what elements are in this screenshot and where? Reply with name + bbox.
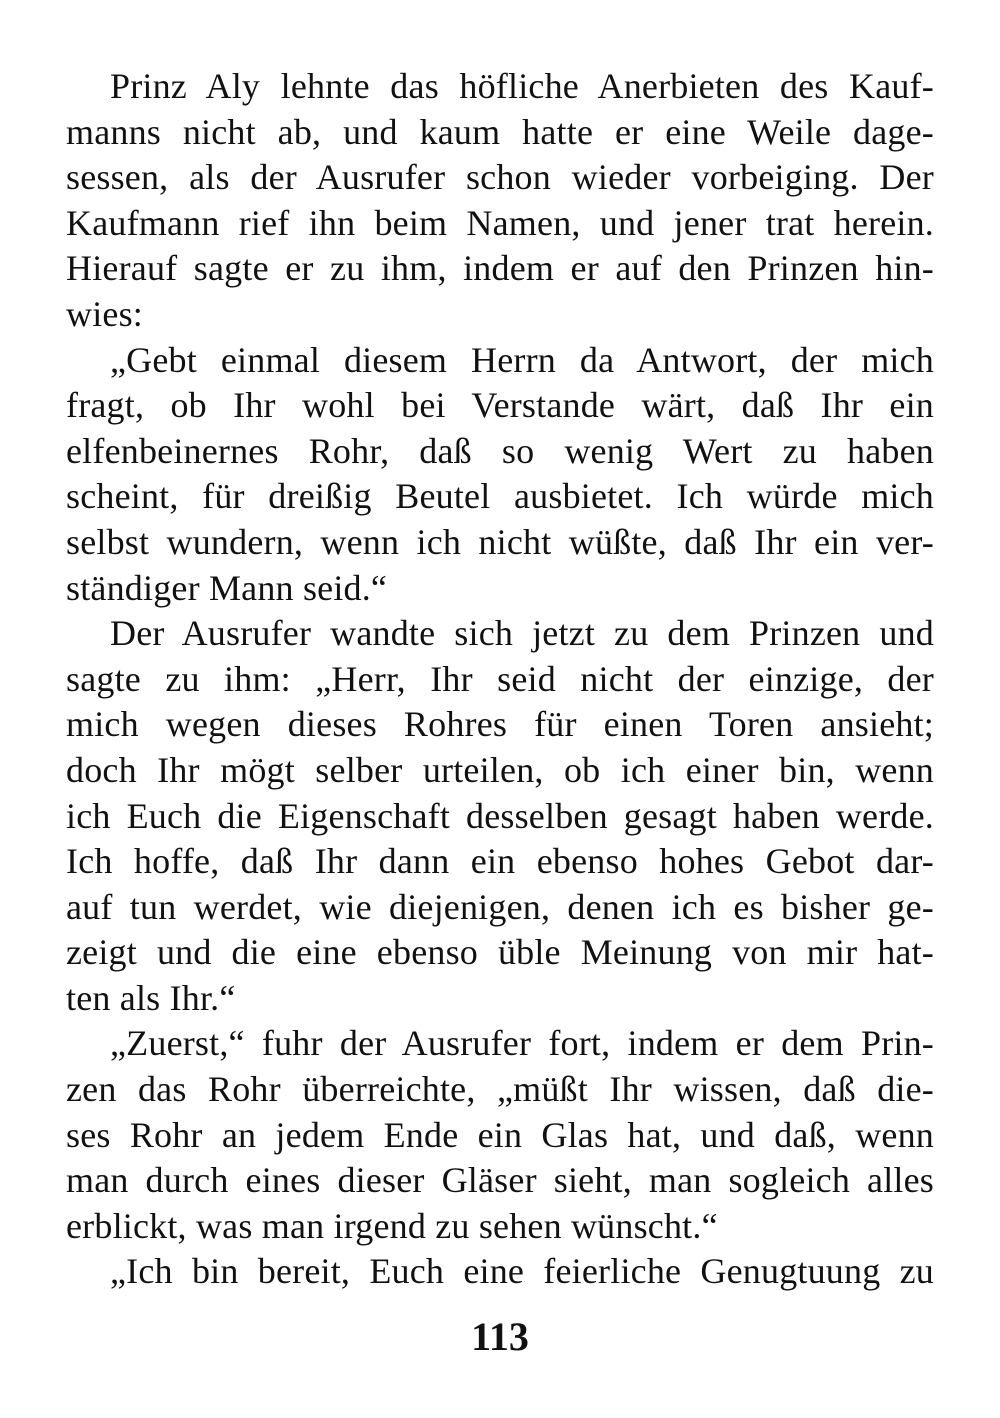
text-line: mich wegen dieses Rohres für einen Toren ansieht; bbox=[66, 704, 934, 745]
text-line: wies: bbox=[66, 293, 143, 334]
text-line: Kaufmann rief ihn beim Namen, und jener trat herein. bbox=[66, 202, 934, 243]
text-line: „Ich bin bereit, Euch eine feierliche Genugtuung zu bbox=[110, 1251, 934, 1292]
text-line: Hierauf sagte er zu ihm, indem er auf den Prinzen hin- bbox=[66, 248, 934, 289]
text-line: Der Ausrufer wandte sich jetzt zu dem Prinzen und bbox=[110, 613, 934, 654]
text-line: „Gebt einmal diesem Herrn da Antwort, der mich bbox=[110, 339, 934, 380]
text-line: ich Euch die Eigenschaft desselben gesagt haben werde. bbox=[66, 795, 934, 836]
text-line: zen das Rohr überreichte, „müßt Ihr wissen, daß die- bbox=[66, 1069, 934, 1110]
text-line: erblickt, was man irgend zu sehen wünscht.“ bbox=[66, 1205, 718, 1246]
text-line: selbst wundern, wenn ich nicht wüßte, daß Ihr ein ver- bbox=[66, 521, 934, 562]
text-line: Prinz Aly lehnte das höfliche Anerbieten des Kauf- bbox=[110, 66, 934, 106]
text-line: ses Rohr an jedem Ende ein Glas hat, und daß, wenn bbox=[66, 1114, 934, 1155]
text-line: ten als Ihr.“ bbox=[66, 977, 236, 1018]
body-text bbox=[66, 64, 934, 1295]
text-line: zeigt und die eine ebenso üble Meinung von mir hat- bbox=[66, 932, 934, 973]
text-line: scheint, für dreißig Beutel ausbietet. Ich würde mich bbox=[66, 476, 934, 517]
text-line: auf tun werdet, wie diejenigen, denen ich es bisher ge- bbox=[66, 886, 934, 927]
text-line: Ich hoffe, daß Ihr dann ein ebenso hohes Gebot dar- bbox=[66, 841, 934, 882]
page-number: 113 bbox=[471, 1314, 529, 1359]
text-line: sagte zu ihm: „Herr, Ihr seid nicht der einzige, der bbox=[66, 658, 934, 699]
text-line: man durch eines dieser Gläser sieht, man sogleich alles bbox=[66, 1160, 934, 1201]
text-line: manns nicht ab, und kaum hatte er eine Weile dage- bbox=[66, 111, 934, 152]
text-line: sessen, als der Ausrufer schon wieder vorbeiging. Der bbox=[66, 157, 934, 198]
text-line: fragt, ob Ihr wohl bei Verstande wärt, daß Ihr ein bbox=[66, 385, 934, 426]
text-line: doch Ihr mögt selber urteilen, ob ich einer bin, wenn bbox=[66, 749, 934, 790]
text-line: ständiger Mann seid.“ bbox=[66, 567, 388, 608]
text-line: „Zuerst,“ fuhr der Ausrufer fort, indem er dem Prin- bbox=[110, 1023, 934, 1064]
text-line: elfenbeinernes Rohr, daß so wenig Wert zu haben bbox=[66, 430, 934, 471]
